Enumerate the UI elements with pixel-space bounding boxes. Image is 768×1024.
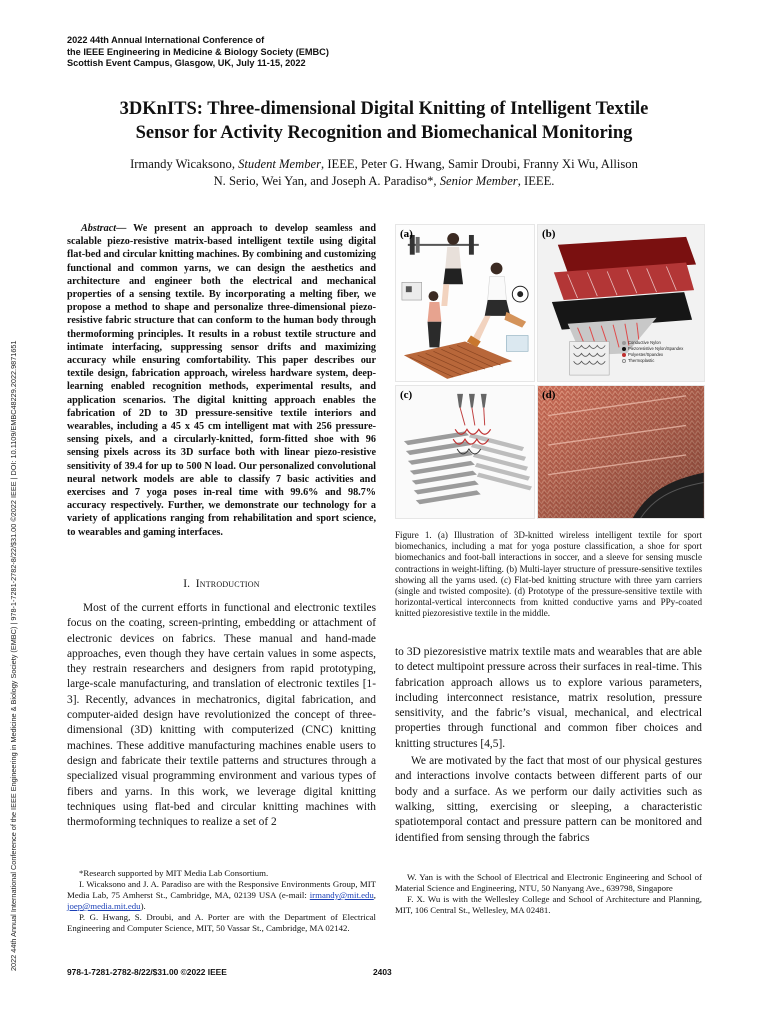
intro-right-column — [395, 645, 702, 846]
flatbed-knitting-structure — [396, 386, 534, 518]
panel-b-label: (b) — [542, 228, 556, 240]
page-number: 2403 — [373, 967, 392, 977]
caption-text: Figure 1. (a) Illustration of 3D-knitted wireless intelligent textile for sport biomechanics, including a mat for yoga posture classification, a shoe for sport biomechanics and foot-ball interactions in soccer, and a sleeve for sensing muscle contractions in weight-lifting. (b) Multi-layer structure of pressure-sensitive textiles showing all the yarns used. (c) Flat-bed knitting structure with three yarn carriers (single and twisted composite). (d) Prototype of the pressure-sensitive textile with horizontal-vertical interconnects from knitted conductive yarns and PPy-coated knitted piezoresistive textile in the middle. — [395, 530, 702, 619]
authors-2a: N. Serio, Wei Yan, and Joseph A. Paradiso*, — [213, 174, 440, 188]
intro-left-column — [67, 601, 376, 830]
author-list — [80, 156, 688, 190]
conference-line-1: 2022 44th Annual International Conference of — [67, 35, 265, 45]
legend-thermo: Thermoplastic — [628, 358, 655, 363]
panel-a-label: (a) — [400, 228, 413, 240]
intro-paragraph-1: Most of the current efforts in functional and electronic textiles focus on the coating, screen-printing, embedding or attachment of electronic devices on fabrics. These manual and hand-made approaches, even though they have certain values in some aspects, they restrain researchers and designers from rapid prototyping, large-scale manufacturing, and translation of electronic textiles [1-3]. Recently, advances in mechatronics, digital fabrication, and computer-aided design have revolutionized the concept of three-dimensional (3D) knitting with computerized (CNC) knitting machines. These additive manufacturing machines enable users to design and fabricate their textile patterns and structures through a specialized visual programming environment and various types of fibers and yarns. In this work, we leverage digital knitting techniques using flat-bed and circular knitting machines with thermoforming techniques to realize a set of 2 — [67, 602, 376, 829]
abstract — [67, 222, 376, 539]
footnote-affiliation-4: F. X. Wu is with the Wellesley College and School of Architecture and Planning, MIT, 106 Central St., Wellesley, MA 02481. — [395, 894, 702, 915]
figure-panel-b — [537, 224, 705, 382]
paper-title — [40, 97, 728, 145]
authors-1c: , IEEE, Peter G. Hwang, Samir Droubi, Franny Xi Wu, Allison — [321, 157, 638, 171]
panel-c-label: (c) — [400, 389, 413, 401]
conference-header — [67, 35, 329, 70]
legend-item — [622, 358, 683, 364]
conference-line-3: Scottish Event Campus, Glasgow, UK, July 11-15, 2022 — [67, 58, 306, 68]
footer-copyright: 978-1-7281-2782-8/22/$31.00 ©2022 IEEE — [67, 967, 227, 977]
email-link-2[interactable]: joep@media.mit.edu — [67, 901, 141, 911]
figure-panel-c — [395, 385, 535, 519]
figure-1 — [395, 224, 705, 519]
authors-1a: Irmandy Wicaksono, — [130, 157, 239, 171]
abstract-paragraph — [67, 222, 376, 539]
section-title: Introduction — [195, 578, 260, 590]
section-number: I. — [183, 578, 190, 590]
footnote-affil-end: ). — [140, 901, 146, 911]
authors-line-2 — [80, 173, 688, 190]
textile-prototype-photo — [538, 386, 704, 518]
conference-line-2: the IEEE Engineering in Medicine & Biology Society (EMBC) — [67, 46, 329, 57]
legend-conductive: Conductive Nylon — [628, 340, 661, 345]
panel-d-label: (d) — [542, 389, 556, 401]
footnotes-left — [67, 868, 376, 934]
legend-piezo: Piezoresistive Nylon/Spandex — [628, 346, 684, 351]
footnote-affiliation-1 — [67, 879, 376, 912]
footnote-affiliation-2: P. G. Hwang, S. Droubi, and A. Porter are with the Department of Electrical Engineering and Computer Science, MIT, 50 Vassar St., Cambridge, MA 02142. — [67, 912, 376, 933]
sport-illustration — [396, 225, 534, 381]
abstract-label: Abstract — [81, 223, 117, 234]
yarn-legend — [622, 340, 683, 364]
footnote-affil-text: I. Wicaksono and J. A. Paradiso are with the Responsive Environments Group, MIT Media Lab, 75 Amherst St., Cambridge, MA, 02139 USA (e-mail: — [67, 879, 376, 900]
section-heading — [67, 578, 376, 590]
authors-2b: Senior Member — [439, 174, 518, 188]
footnotes-right — [395, 872, 702, 916]
email-separator: , — [373, 890, 376, 900]
figure-panel-d — [537, 385, 705, 519]
intro-right-paragraph-1: to 3D piezoresistive matrix textile mats and wearables that are able to detect multipoint pressure across their surfaces in real-time. This fabrication approach allows us to explore various parameters, including interconnect resistance, matrix resolution, pressure sensitivity, and the fabric’s visual, mechanical, and electrical properties through functional and common fiber choices and knitting structures [4,5]. — [395, 646, 702, 750]
footnote-affiliation-3: W. Yan is with the School of Electrical and Electronic Engineering and School of Material Science and Engineering, NTU, 50 Nanyang Ave., 639798, Singapore — [395, 872, 702, 893]
authors-1b: Student Member — [238, 157, 322, 171]
title-line-1: 3DKnITS: Three-dimensional Digital Knitting of Intelligent Textile — [119, 99, 649, 119]
figure-1-caption — [395, 530, 702, 620]
intro-right-paragraph-2: We are motivated by the fact that most of our physical gestures and interactions involve contacts between different parts of our body and a surface. As we perform our daily activities such as walking, sitting, exercising or sleeping, a characteristic spatiotemporal contact and pressure pattern can be monitored and identified from sensing through the fabrics — [395, 755, 702, 844]
legend-polyester: Polyester/Spandex — [628, 352, 664, 357]
authors-line-1 — [80, 156, 688, 173]
doi-sidebar-text: 2022 44th Annual International Conference of the IEEE Engineering in Medicine & Biology Society (EMBC) | 978-1-7281-2782-8/22/$31.00 ©2022 IEEE | DOI: 10.1109/EMBC48229.2022.9871651 — [9, 340, 18, 971]
figure-panel-a — [395, 224, 535, 382]
abstract-text: — We present an approach to develop seamless and scalable piezo-resistive matrix-based intelligent textile using digital flat-bed and circular knitting machines. By combining and customizing functional and common yarns, we can design the aesthetics and architecture and engineer both the electrical and mechanical properties of a sensing textile. By incorporating a melting fiber, we propose a method to shape and personalize three-dimensional piezo-resistive fabric structure that can conform to the human body through thermoforming principles. It results in a robust textile structure and intimate interfacing, suppressing sensor drifts and maximizing accuracy while ensuring comfortability. This paper describes our textile design, fabrication approach, wireless hardware system, deep-learning enabled recognition methods, experimental results, and application scenarios. The digital knitting approach enables the fabrication of 2D to 3D pressure-sensitive textile interiors and wearables, including a 45 x 45 cm intelligent mat with 256 pressure-sensing pixels, and a circularly-knitted, form-fitted shoe with 96 sensing pixels across its 3D surface both with linear piezo-resistive sensitivity of 39.4 for up to 500 N load. Our personalized convolutional neural network models are able to classify 7 basic activities and exercises and 7 yoga poses in-real time with 99.6% and 98.7% accuracy respectively. Further, we demonstrate our technology for a variety of applications ranging from rehabilitation and sport science, to wearables and gaming interfaces. — [67, 223, 376, 538]
footnote-funding: *Research supported by MIT Media Lab Consortium. — [79, 868, 269, 878]
title-line-2: Sensor for Activity Recognition and Biomechanical Monitoring — [135, 123, 633, 143]
authors-2c: , IEEE. — [517, 174, 555, 188]
email-link-1[interactable]: irmandy@mit.edu — [309, 890, 374, 900]
